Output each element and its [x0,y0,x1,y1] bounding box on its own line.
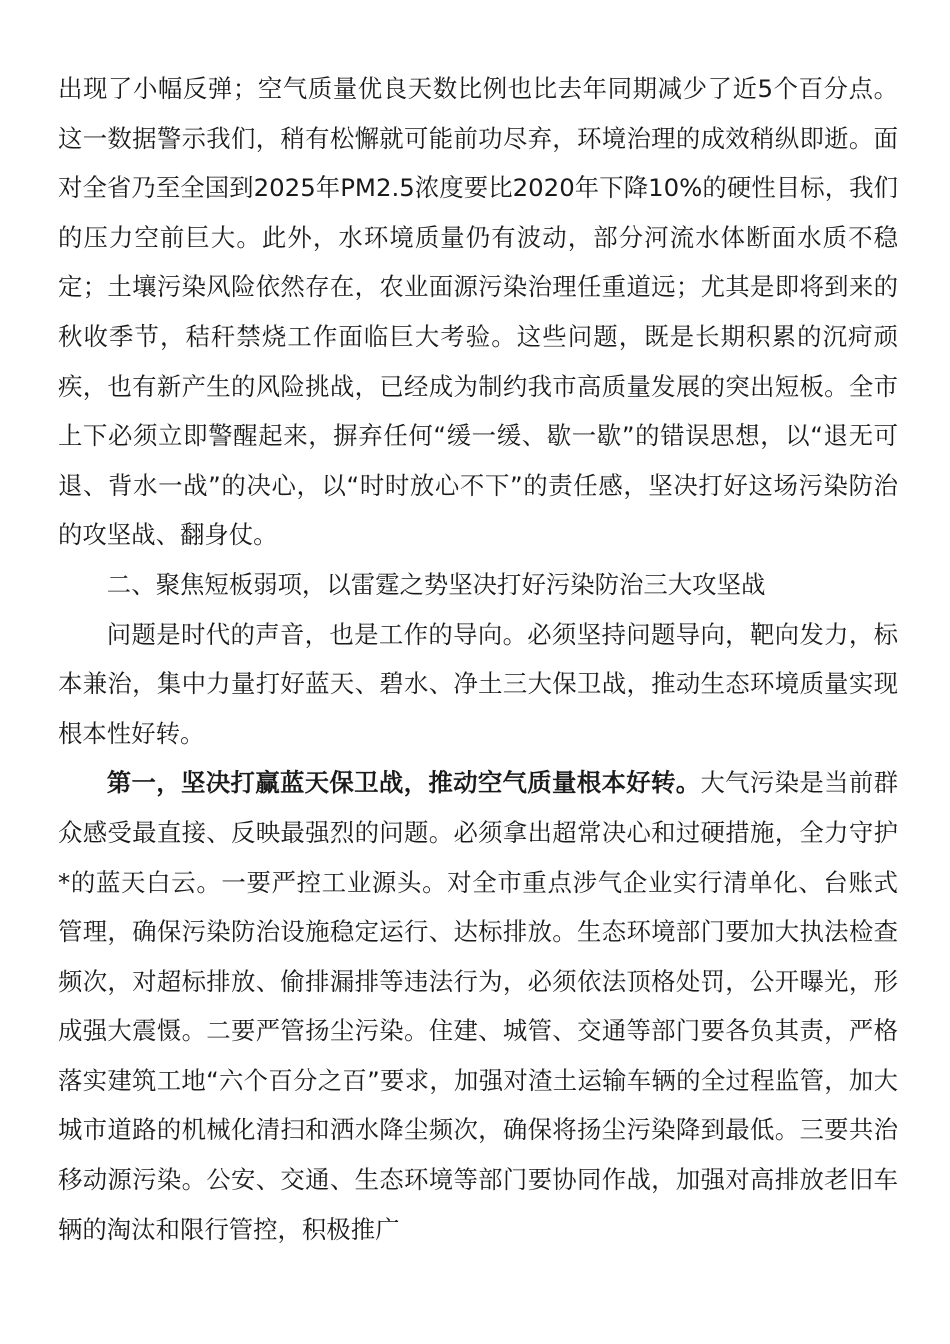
document-body [58,64,898,1254]
paragraph-lead-bold: 第一，坚决打赢蓝天保卫战，推动空气质量根本好转。 [106,768,701,798]
paragraph-continued: 出现了小幅反弹；空气质量优良天数比例也比去年同期减少了近5个百分点。这一数据警示我们，稍有松懈就可能前功尽弃，环境治理的成效稍纵即逝。面对全省乃至全国到2025年PM2.5浓度要比2020年下降10%的硬性目标，我们的压力空前巨大。此外，水环境质量仍有波动，部分河流水体断面水质不稳定；土壤污染风险依然存在，农业面源污染治理任重道远；尤其是即将到来的秋收季节，秸秆禁烧工作面临巨大考验。这些问题，既是长期积累的沉疴顽疾，也有新产生的风险挑战，已经成为制约我市高质量发展的突出短板。全市上下必须立即警醒起来，摒弃任何“缓一缓、歇一歇”的错误思想，以“退无可退、背水一战”的决心，以“时时放心不下”的责任感，坚决打好这场污染防治的攻坚战、翻身仗。 [58,74,898,550]
paragraph-body: 大气污染是当前群众感受最直接、反映最强烈的问题。必须拿出超常决心和过硬措施，全力守护*的蓝天白云。一要严控工业源头。对全市重点涉气企业实行清单化、台账式管理，确保污染防治设施稳定运行、达标排放。生态环境部门要加大执法检查频次，对超标排放、偷排漏排等违法行为，必须依法顶格处罚，公开曝光，形成强大震慑。二要严管扬尘污染。住建、城管、交通等部门要各负其责，严格落实建筑工地“六个百分之百”要求，加强对渣土运输车辆的全过程监管，加大城市道路的机械化清扫和洒水降尘频次，确保将扬尘污染降到最低。三要共治移动源污染。公安、交通、生态环境等部门要协同作战，加强对高排放老旧车辆的淘汰和限行管控，积极推广 [58,768,898,1244]
section-heading: 二、聚焦短板弱项，以雷霆之势坚决打好污染防治三大攻坚战 [106,569,766,599]
paragraph-intro: 问题是时代的声音，也是工作的导向。必须坚持问题导向，靶向发力，标本兼治，集中力量打好蓝天、碧水、净土三大保卫战，推动生态环境质量实现根本性好转。 [58,619,898,748]
paragraph-blue-sky [58,758,898,1254]
